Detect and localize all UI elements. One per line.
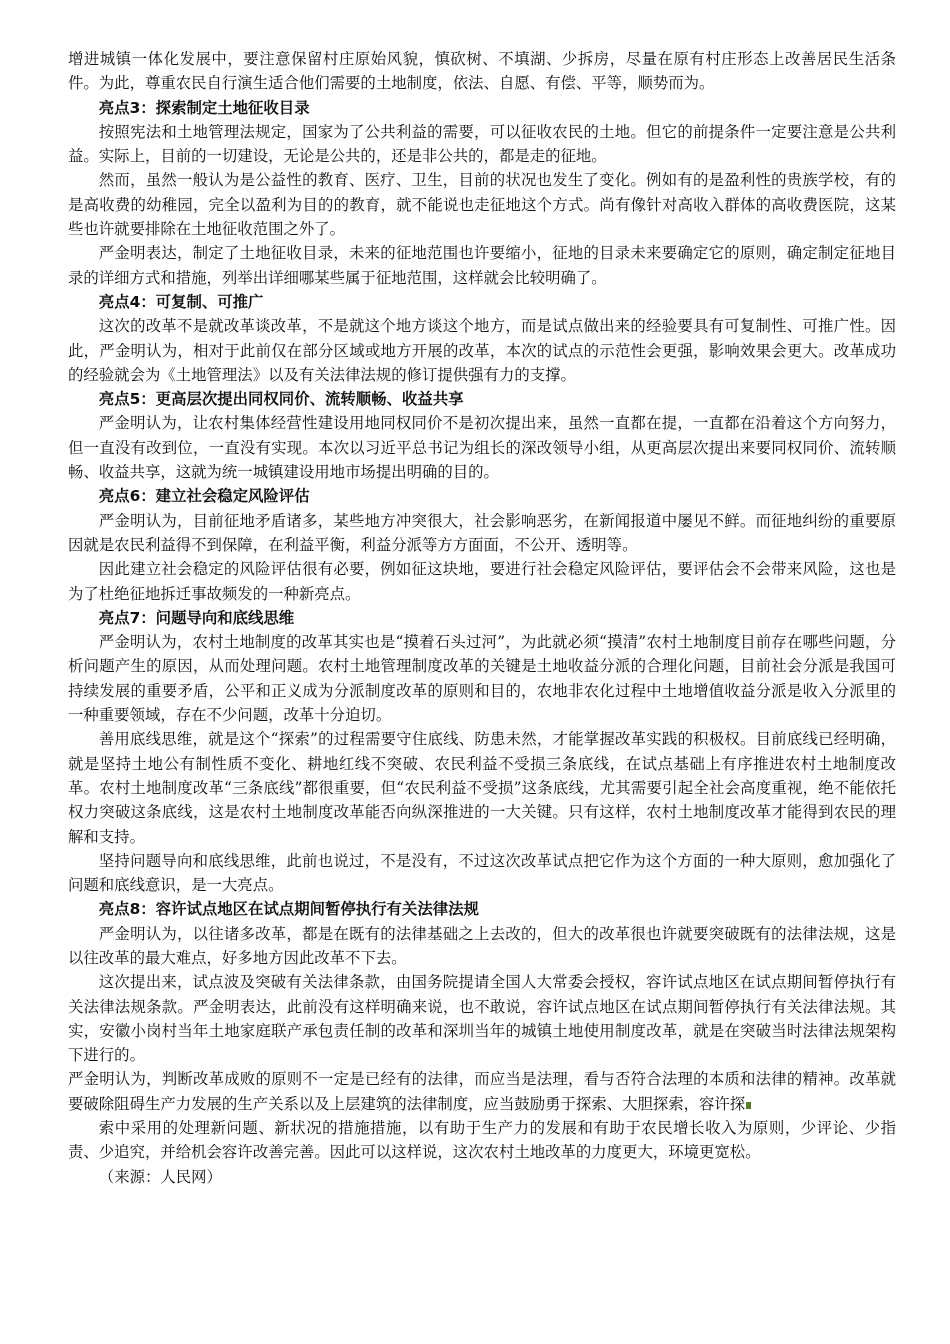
section-heading: 亮点3：探索制定土地征收目录 <box>98 98 310 117</box>
section-heading: 亮点5：更高层次提出同权同价、流转顺畅、收益共享 <box>98 390 464 409</box>
section-heading: 亮点8：容许试点地区在试点期间暂停执行有关法律法规 <box>98 900 479 919</box>
paragraph: 严金明认为，农村土地制度的改革其实也是“摸着石头过河”，为此就必须“摸清”农村土地制度目前存在哪些问题，分析问题产生的原因，从而处理问题。农村土地管理制度改革的关键是土地收益分派的合理化问题，目前社会分派是我国可持续发展的重要矛盾，公平和正义成为分派制度改革的原则和目的，农地非农化过程中土地增值收益分派是收入分派里的一种重要领域，存在不少问题，改革十分迫切。 <box>68 633 896 725</box>
source-credit: （来源：人民网） <box>98 1167 222 1186</box>
paragraph <box>68 1067 896 1116</box>
section-heading: 亮点7：问题导向和底线思维 <box>98 608 295 627</box>
paragraph: 严金明认为，目前征地矛盾诸多，某些地方冲突很大，社会影响恶劣，在新闻报道中屡见不鲜。而征地纠纷的重要原因就是农民利益得不到保障，在利益平衡，利益分派等方方面面，不公开、透明等。 <box>68 511 896 554</box>
paragraph: 这次提出来，试点波及突破有关法律条款，由国务院提请全国人大常委会授权，容许试点地区在试点期间暂停执行有关法律法规条款。严金明表达，此前没有这样明确来说，也不敢说，容许试点地区在试点期间暂停执行有关法律法规。其实，安徽小岗村当年土地家庭联产承包责任制的改革和深圳当年的城镇土地使用制度改革，就是在突破当时法律法规架构下进行的。 <box>68 973 896 1065</box>
paragraph: 这次的改革不是就改革谈改革，不是就这个地方谈这个地方，而是试点做出来的经验要具有可复制性、可推广性。因此，严金明认为，相对于此前仅在部分区域或地方开展的改革，本次的试点的示范性会更强，影响效果会更大。改革成功的经验就会为《土地管理法》以及有关法律法规的修订提供强有力的支撑。 <box>68 317 896 384</box>
paragraph: 严金明认为，让农村集体经营性建设用地同权同价不是初次提出来，虽然一直都在提，一直都在沿着这个方向努力，但一直没有改到位，一直没有实现。本次以习近平总书记为组长的深改领导小组，从更高层次提出来要同权同价、流转顺畅、收益共享，这就为统一城镇建设用地市场提出明确的目的。 <box>68 414 896 482</box>
section-heading: 亮点6：建立社会稳定风险评估 <box>98 487 310 506</box>
document-page <box>68 47 896 1189</box>
paragraph: 索中采用的处理新问题、新状况的措施措施，以有助于生产力的发展和有助于农民增长收入为原则，少评论、少指责、少追究，并给机会容许改善完善。因此可以这样说，这次农村土地改革的力度更大，环境更宽松。 <box>68 1119 896 1162</box>
paragraph: 然而，虽然一般认为是公益性的教育、医疗、卫生，目前的状况也发生了变化。例如有的是盈利性的贵族学校，有的是高收费的幼稚园，完全以盈利为目的的教育，就不能说也走征地这个方式。尚有像针对高收入群体的高收费医院，这某些也许就要排除在土地征收范围之外了。 <box>68 171 896 239</box>
paragraph: 严金明表达，制定了土地征收目录，未来的征地范围也许要缩小，征地的目录未来要确定它的原则，确定制定征地目录的详细方式和措施，列举出详细哪某些属于征地范围，这样就会比较明确了。 <box>68 244 896 287</box>
paragraph: 因此建立社会稳定的风险评估很有必要，例如征这块地，要进行社会稳定风险评估，要评估会不会带来风险，这也是为了杜绝征地拆迁事故频发的一种新亮点。 <box>68 560 896 603</box>
green-marker-icon <box>746 1102 751 1109</box>
paragraph: 善用底线思维，就是这个“探索”的过程需要守住底线、防患未然，才能掌握改革实践的积极权。目前底线已经明确，就是坚持土地公有制性质不变化、耕地红线不突破、农民利益不受损三条底线，在试点基础上有序推进农村土地制度改革。农村土地制度改革“三条底线”都很重要，但“农民利益不受损”这条底线，尤其需要引起全社会高度重视，绝不能依托权力突破这条底线，这是农村土地制度改革能否向纵深推进的一大关键。只有这样，农村土地制度改革才能得到农民的理解和支持。 <box>68 730 896 846</box>
paragraph: 增进城镇一体化发展中，要注意保留村庄原始风貌，慎砍树、不填湖、少拆房，尽量在原有村庄形态上改善居民生活条件。为此，尊重农民自行演生适合他们需要的土地制度，依法、自愿、有偿、平等，顺势而为。 <box>68 50 896 93</box>
paragraph-text: 严金明认为，判断改革成败的原则不一定是已经有的法律，而应当是法理，看与否符合法理的本质和法律的精神。改革就要破除阻碍生产力发展的生产关系以及上层建筑的法律制度，应当鼓励勇于探索、大胆探索，容许探 <box>68 1070 896 1113</box>
paragraph: 严金明认为，以往诸多改革，都是在既有的法律基础之上去改的，但大的改革很也许就要突破既有的法律法规，这是以往改革的最大难点，好多地方因此改革不下去。 <box>68 924 896 967</box>
section-heading: 亮点4：可复制、可推广 <box>98 292 264 311</box>
paragraph: 按照宪法和土地管理法规定，国家为了公共利益的需要，可以征收农民的土地。但它的前提条件一定要注意是公共利益。实际上，目前的一切建设，无论是公共的，还是非公共的，都是走的征地。 <box>68 122 896 166</box>
paragraph: 坚持问题导向和底线思维，此前也说过，不是没有，不过这次改革试点把它作为这个方面的一种大原则，愈加强化了问题和底线意识，是一大亮点。 <box>68 851 896 895</box>
